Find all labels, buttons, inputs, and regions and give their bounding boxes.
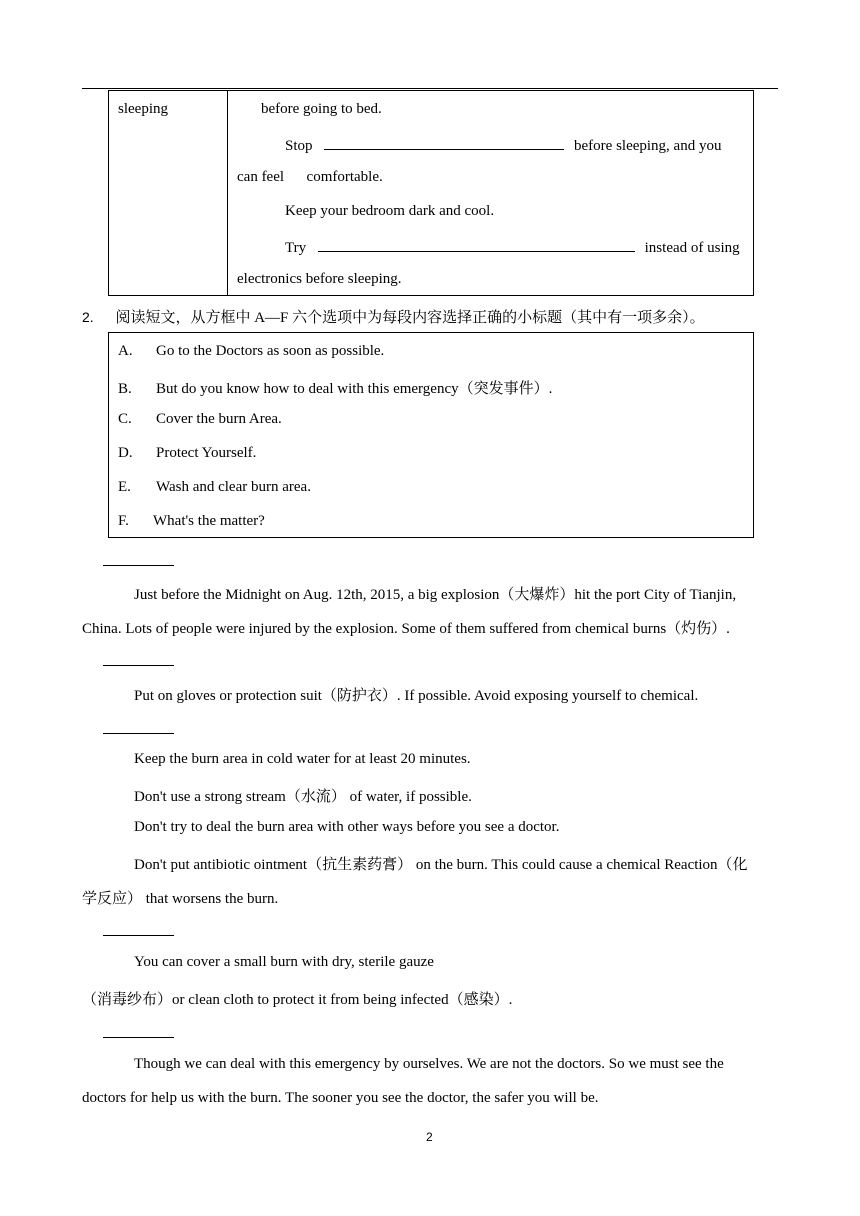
paragraph-4-line-2: （消毒纱布）or clean cloth to protect it from being infected（感染）. xyxy=(82,992,513,1008)
option-b xyxy=(118,377,552,398)
answer-blank-1[interactable] xyxy=(103,565,174,566)
question-header xyxy=(82,306,705,327)
option-text: Protect Yourself. xyxy=(156,445,257,461)
option-text: Wash and clear burn area. xyxy=(156,479,311,495)
option-letter: C. xyxy=(118,411,132,427)
answer-blank-4[interactable] xyxy=(103,935,174,936)
paragraph-2-line-1: Put on gloves or protection suit（防护衣）. If possible. Avoid exposing yourself to chemical. xyxy=(134,688,699,704)
question-instruction: 阅读短文，从方框中 A—F 六个选项中为每段内容选择正确的小标题（其中有一项多余）。 xyxy=(115,310,705,326)
option-text: But do you know how to deal with this emergency（突发事件）. xyxy=(156,381,553,397)
paragraph-3-line-3: Don't try to deal the burn area with other ways before you see a doctor. xyxy=(134,819,560,835)
option-f xyxy=(118,513,265,530)
continuation-table xyxy=(108,90,754,296)
table-line-2-start: Stop xyxy=(285,138,313,154)
paragraph-1-line-2: China. Lots of people were injured by the explosion. Some of them suffered from chemical burns（灼伤）. xyxy=(82,621,730,637)
question-number: 2. xyxy=(82,309,94,325)
table-left-cell: sleeping xyxy=(118,101,168,117)
table-line-5-end: instead of using xyxy=(644,240,740,256)
option-e xyxy=(118,479,311,496)
fill-in-blank[interactable] xyxy=(318,237,635,252)
answer-blank-5[interactable] xyxy=(103,1037,174,1038)
header-rule xyxy=(82,88,778,89)
option-d xyxy=(118,445,256,462)
option-c xyxy=(118,411,282,428)
paragraph-5-line-2: doctors for help us with the burn. The sooner you see the doctor, the safer you will be. xyxy=(82,1090,599,1106)
table-line-2-end: before sleeping, and you xyxy=(574,138,722,154)
option-text: Go to the Doctors as soon as possible. xyxy=(156,343,385,359)
option-text: What's the matter? xyxy=(153,513,265,529)
table-line-5-start: Try xyxy=(285,240,307,256)
paragraph-1-line-1: Just before the Midnight on Aug. 12th, 2015, a big explosion（大爆炸）hit the port City of Tianjin, xyxy=(134,587,737,603)
paragraph-3-line-5: 学反应） that worsens the burn. xyxy=(82,891,279,907)
table-line-1: before going to bed. xyxy=(261,101,382,117)
table-column-divider xyxy=(227,91,228,295)
paragraph-3-line-2: Don't use a strong stream（水流） of water, if possible. xyxy=(134,789,472,805)
table-line-2 xyxy=(285,135,721,155)
fill-in-blank[interactable] xyxy=(324,135,564,150)
table-line-6: electronics before sleeping. xyxy=(237,271,402,287)
table-line-4: Keep your bedroom dark and cool. xyxy=(285,203,495,219)
paragraph-5-line-1: Though we can deal with this emergency by ourselves. We are not the doctors. So we must see the xyxy=(134,1056,724,1072)
paragraph-3-line-1: Keep the burn area in cold water for at least 20 minutes. xyxy=(134,751,471,767)
option-a xyxy=(118,343,384,360)
options-box xyxy=(108,332,754,538)
option-letter: A. xyxy=(118,343,133,359)
page-number: 2 xyxy=(426,1130,433,1144)
paragraph-3-line-4: Don't put antibiotic ointment（抗生素药膏） on the burn. This could cause a chemical Reaction（化 xyxy=(134,857,748,873)
table-line-5 xyxy=(285,237,740,257)
option-letter: E. xyxy=(118,479,131,495)
answer-blank-3[interactable] xyxy=(103,733,174,734)
paragraph-4-line-1: You can cover a small burn with dry, sterile gauze xyxy=(134,954,434,970)
option-letter: D. xyxy=(118,445,133,461)
table-line-3: can feel comfortable. xyxy=(237,169,383,185)
answer-blank-2[interactable] xyxy=(103,665,174,666)
option-letter: B. xyxy=(118,381,132,397)
option-text: Cover the burn Area. xyxy=(156,411,282,427)
option-letter: F. xyxy=(118,513,129,529)
